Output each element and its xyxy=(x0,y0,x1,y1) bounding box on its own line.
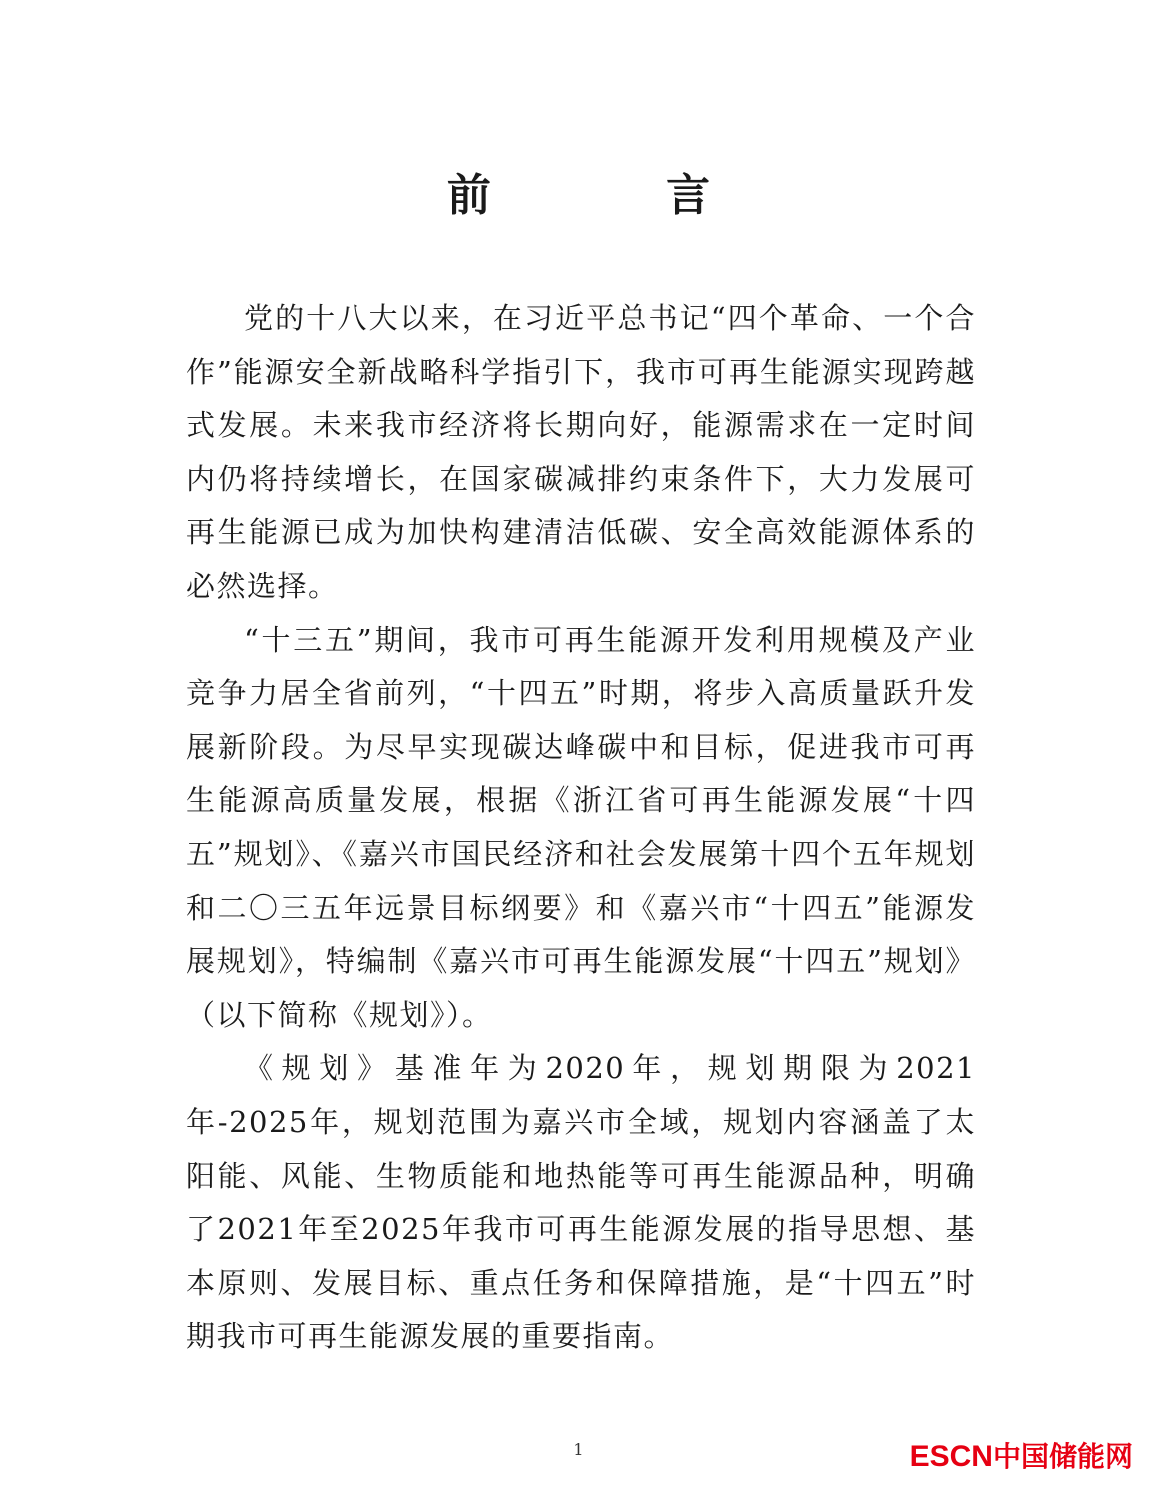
watermark-brand: ESCN xyxy=(909,1440,993,1473)
paragraph-1: 党的十八大以来，在习近平总书记“四个革命、一个合作”能源安全新战略科学指引下，我市可再生能源实现跨越式发展。未来我市经济将长期向好，能源需求在一定时间内仍将持续增长，在国家碳减排约束条件下，大力发展可再生能源已成为加快构建清洁低碳、安全高效能源体系的必然选择。 xyxy=(186,301,976,603)
watermark-name: 中国储能网 xyxy=(992,1441,1133,1472)
page-title: 前 言 xyxy=(446,170,791,221)
body-text xyxy=(186,292,976,1364)
paragraph-2: “十三五”期间，我市可再生能源开发利用规模及产业竞争力居全省前列，“十四五”时期，将步入高质量跃升发展新阶段。为尽早实现碳达峰碳中和目标，促进我市可再生能源高质量发展，根据《浙江省可再生能源发展“十四五”规划》、《嘉兴市国民经济和社会发展第十四个五年规划和二〇三五年远景目标纲要》和《嘉兴市“十四五”能源发展规划》，特编制《嘉兴市可再生能源发展“十四五”规划》（以下简称《规划》）。 xyxy=(186,622,976,1032)
escn-watermark xyxy=(910,1440,1133,1474)
paragraph-3: 《规划》基准年为2020年，规划期限为2021年-2025年，规划范围为嘉兴市全域，规划内容涵盖了太阳能、风能、生物质能和地热能等可再生能源品种，明确了2021年至2025年我市可再生能源发展的指导思想、基本原则、发展目标、重点任务和保障措施，是“十四五”时期我市可再生能源发展的重要指南。 xyxy=(186,1051,976,1354)
page-number: 1 xyxy=(573,1440,584,1459)
